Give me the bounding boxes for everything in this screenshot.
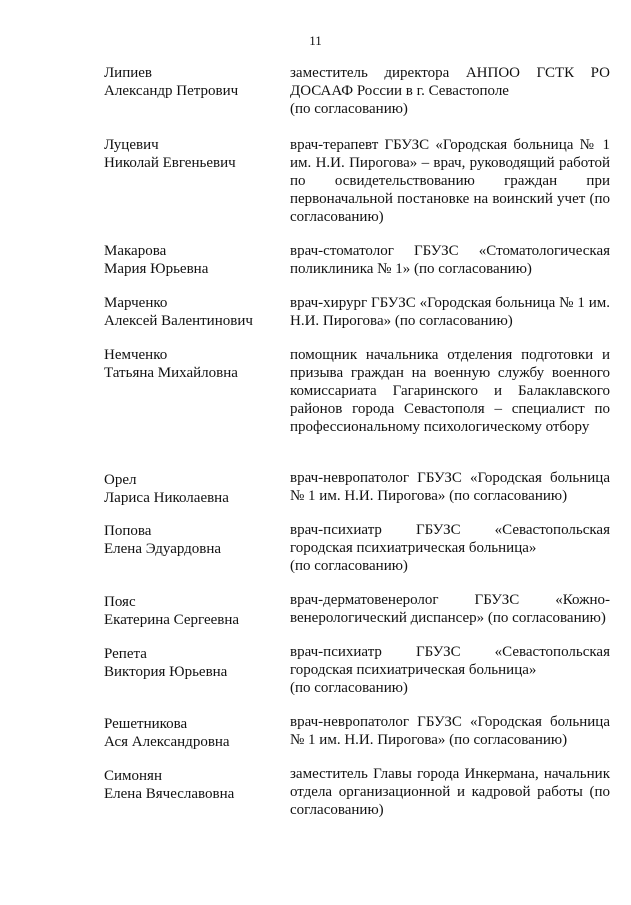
- member-name: [104, 767, 279, 803]
- member-surname: Решетникова: [104, 716, 188, 732]
- member-name: [104, 64, 279, 100]
- member-given-names: Александр Петрович: [104, 83, 239, 99]
- member-name: [104, 242, 279, 278]
- member-position-text: заместитель Главы города Инкермана, начальник отдела организационной и кадровой работы (по согласованию): [290, 766, 610, 818]
- member-name: [104, 294, 279, 330]
- member-name: [104, 715, 279, 751]
- member-given-names: Виктория Юрьевна: [104, 664, 228, 680]
- member-given-names: Елена Эдуардовна: [104, 541, 222, 557]
- member-position-text: врач-психиатр ГБУЗС «Севастопольская городская психиатрическая больница»: [290, 522, 610, 556]
- member-surname: Попова: [104, 523, 152, 539]
- member-given-names: Николай Евгеньевич: [104, 155, 236, 171]
- member-given-names: Ася Александровна: [104, 734, 230, 750]
- member-name: [104, 136, 279, 172]
- member-given-names: Татьяна Михайловна: [104, 365, 238, 381]
- member-approval-note: (по согласованию): [290, 680, 408, 696]
- member-surname: Марченко: [104, 295, 168, 311]
- member-position: [290, 469, 610, 505]
- member-position: [290, 521, 610, 575]
- member-given-names: Елена Вячеславовна: [104, 786, 235, 802]
- member-position: [290, 242, 610, 278]
- member-position: [290, 765, 610, 819]
- member-surname: Липиев: [104, 65, 152, 81]
- member-position: [290, 136, 610, 226]
- member-position-text: врач-терапевт ГБУЗС «Городская больница № 1 им. Н.И. Пирогова» – врач, руководящий работой по освидетельствованию граждан при первоначальной постановке на воинский учет (по согласованию): [290, 137, 610, 225]
- member-approval-note: (по согласованию): [290, 558, 408, 574]
- member-surname: Луцевич: [104, 137, 159, 153]
- member-name: [104, 346, 279, 382]
- member-position: [290, 294, 610, 330]
- member-position-text: врач-невропатолог ГБУЗС «Городская больница № 1 им. Н.И. Пирогова» (по согласованию): [290, 470, 610, 504]
- member-position-text: врач-стоматолог ГБУЗС «Стоматологическая поликлиника № 1» (по согласованию): [290, 243, 610, 277]
- member-name: [104, 471, 279, 507]
- member-surname: Орел: [104, 472, 137, 488]
- member-surname: Репета: [104, 646, 147, 662]
- member-position-text: врач-хирург ГБУЗС «Городская больница № 1 им. Н.И. Пирогова» (по согласованию): [290, 295, 610, 329]
- member-position-text: заместитель директора АНПОО ГСТК РО ДОСААФ России в г. Севастополе: [290, 65, 610, 99]
- member-given-names: Екатерина Сергеевна: [104, 612, 240, 628]
- member-surname: Симонян: [104, 768, 162, 784]
- member-given-names: Алексей Валентинович: [104, 313, 253, 329]
- member-position: [290, 346, 610, 436]
- member-name: [104, 522, 279, 558]
- member-given-names: Лариса Николаевна: [104, 490, 229, 506]
- member-position-text: врач-дерматовенеролог ГБУЗС «Кожно-венерологический диспансер» (по согласованию): [290, 592, 610, 626]
- member-position-text: помощник начальника отделения подготовки и призыва граждан на военную службу военного комиссариата Гагаринского и Балаклавского районов города Севастополя – специалист по профессиональному психологическому отбору: [290, 347, 610, 435]
- member-name: [104, 593, 279, 629]
- member-given-names: Мария Юрьевна: [104, 261, 209, 277]
- member-position-text: врач-психиатр ГБУЗС «Севастопольская городская психиатрическая больница»: [290, 644, 610, 678]
- member-position: [290, 64, 610, 118]
- member-surname: Немченко: [104, 347, 168, 363]
- member-position: [290, 591, 610, 627]
- member-position-text: врач-невропатолог ГБУЗС «Городская больница № 1 им. Н.И. Пирогова» (по согласованию): [290, 714, 610, 748]
- member-approval-note: (по согласованию): [290, 101, 408, 117]
- member-position: [290, 713, 610, 749]
- member-surname: Макарова: [104, 243, 167, 259]
- member-name: [104, 645, 279, 681]
- member-surname: Пояс: [104, 594, 136, 610]
- page-number: 11: [309, 33, 322, 48]
- member-position: [290, 643, 610, 697]
